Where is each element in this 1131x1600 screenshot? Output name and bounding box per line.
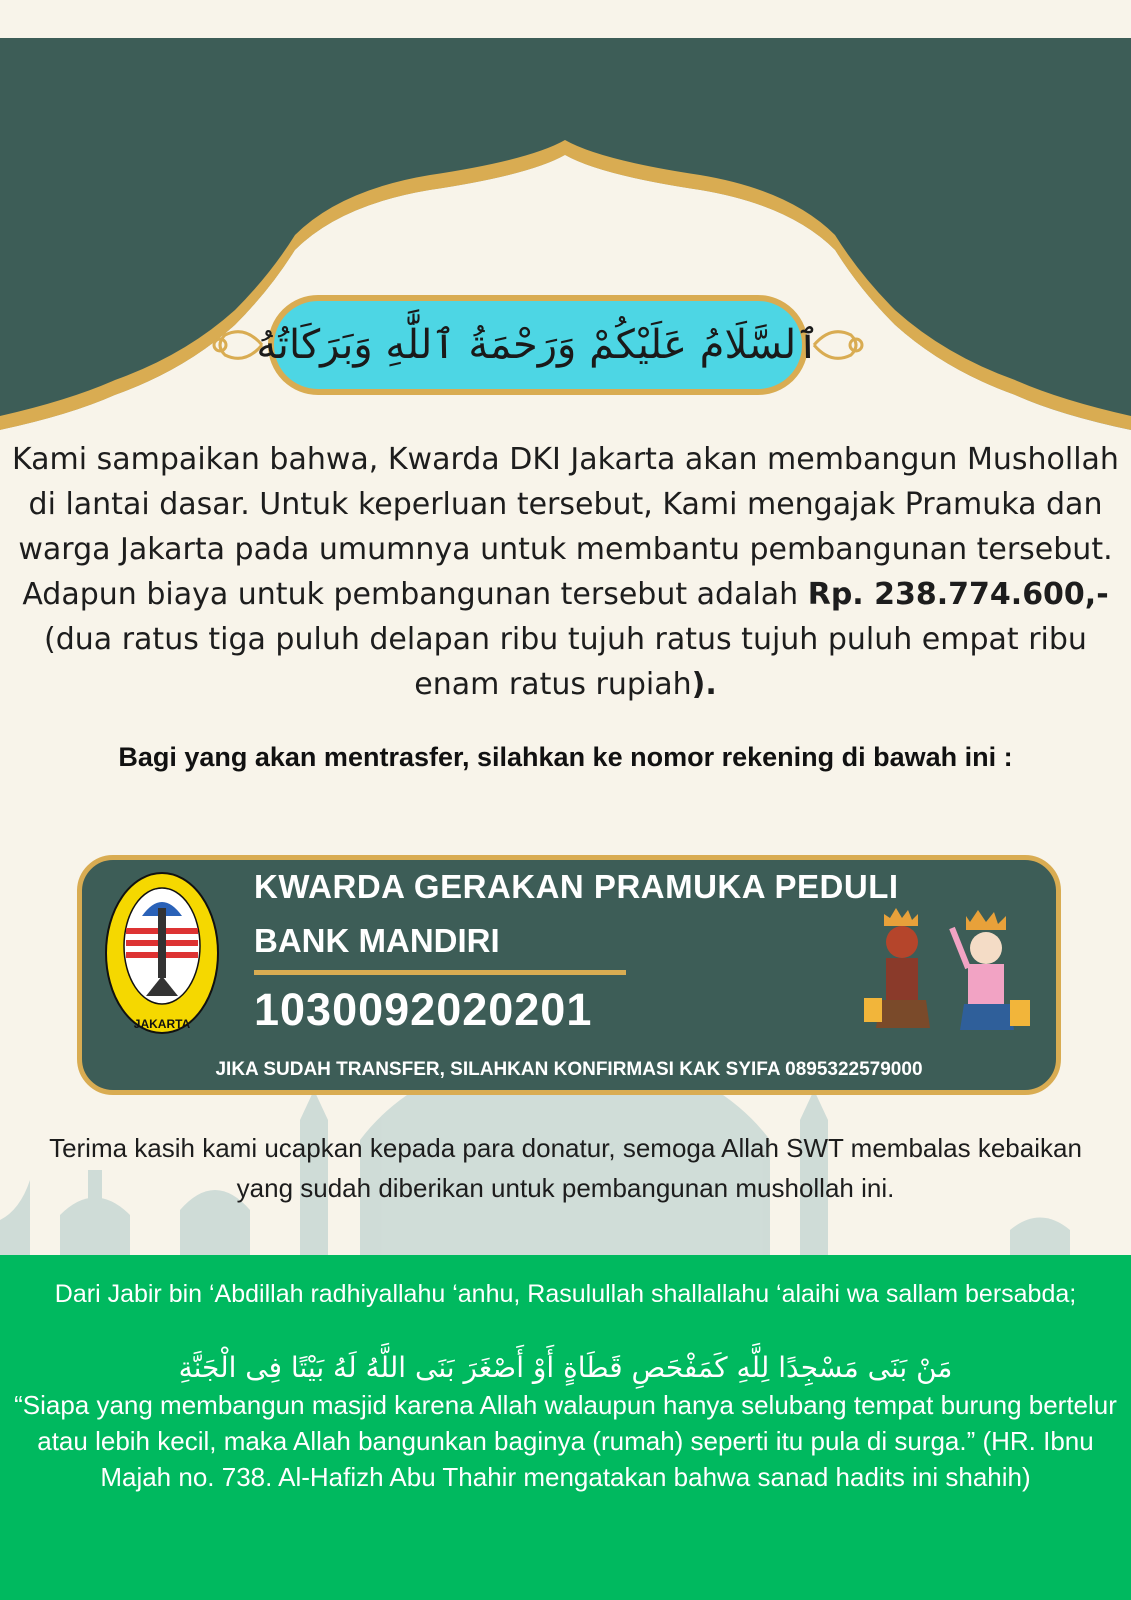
donation-amount: Rp. 238.774.600,-	[807, 577, 1109, 612]
account-number: 1030092020201	[254, 984, 593, 1035]
bank-account-card	[77, 855, 1061, 1095]
thank-you-message: Terima kasih kami ucapkan kepada para donatur, semoga Allah SWT membalas kebaikan yang sudah diberikan untuk pembangunan mushollah ini.	[49, 1133, 1082, 1203]
account-name: KWARDA GERAKAN PRAMUKA PEDULI	[254, 868, 899, 905]
logo-bottom-text: JAKARTA	[133, 1017, 191, 1031]
transfer-instruction: Bagi yang akan mentrasfer, silahkan ke nomor rekening di bawah ini :	[118, 742, 1013, 772]
intro-amount-words: (dua ratus tiga puluh delapan ribu tujuh ratus tujuh puluh empat ribu enam ratus rupiah	[44, 622, 1087, 702]
salam-banner	[256, 295, 820, 395]
kwartir-jakarta-logo	[102, 868, 222, 1038]
intro-closing: ).	[691, 667, 717, 702]
bank-name: BANK MANDIRI	[254, 922, 500, 959]
hadith-arabic: مَنْ بَنَى مَسْجِدًا لِلَّهِ كَمَفْحَصِ قَطَاةٍ أَوْ أَصْغَرَ بَنَى اللَّهُ لَهُ بَيْتًا فِى الْجَنَّةِ	[178, 1351, 953, 1384]
salam-arabic-text: ٱلسَّلَامُ عَلَيْكُمْ وَرَحْمَةُ ٱللَّٰهِ وَبَرَكَاتُهُ	[256, 322, 820, 368]
hadith-footer	[0, 1255, 1131, 1600]
hadith-translation: “Siapa yang membangun masjid karena Allah walaupun hanya selubang tempat burung bertelur atau lebih kecil, maka Allah bangunkan baginya (rumah) seperti itu pula di surga.” (HR. Ibnu Majah no. 738. Al-Hafizh Abu Thahir mengatakan bahwa sanad hadits ini shahih)	[14, 1390, 1117, 1492]
intro-text: Kami sampaikan bahwa, Kwarda DKI Jakarta akan membangun Mushollah di lantai dasar. Untuk keperluan tersebut, Kami mengajak Pramuka dan warga Jakarta pada umumnya untuk membantu pembangunan tersebut. Adapun biaya untuk pembangunan tersebut adalah	[12, 442, 1119, 612]
intro-paragraph	[0, 437, 1131, 707]
gold-divider	[254, 970, 626, 975]
hadith-intro: Dari Jabir bin ‘Abdillah radhiyallahu ‘anhu, Rasulullah shallallahu ‘alaihi wa sallam bersabda;	[54, 1280, 1077, 1308]
transfer-confirmation-note: JIKA SUDAH TRANSFER, SILAHKAN KONFIRMASI KAK SYIFA 0895322579000	[215, 1059, 923, 1080]
ondel-ondel-shopping-illustration	[860, 908, 1040, 1038]
